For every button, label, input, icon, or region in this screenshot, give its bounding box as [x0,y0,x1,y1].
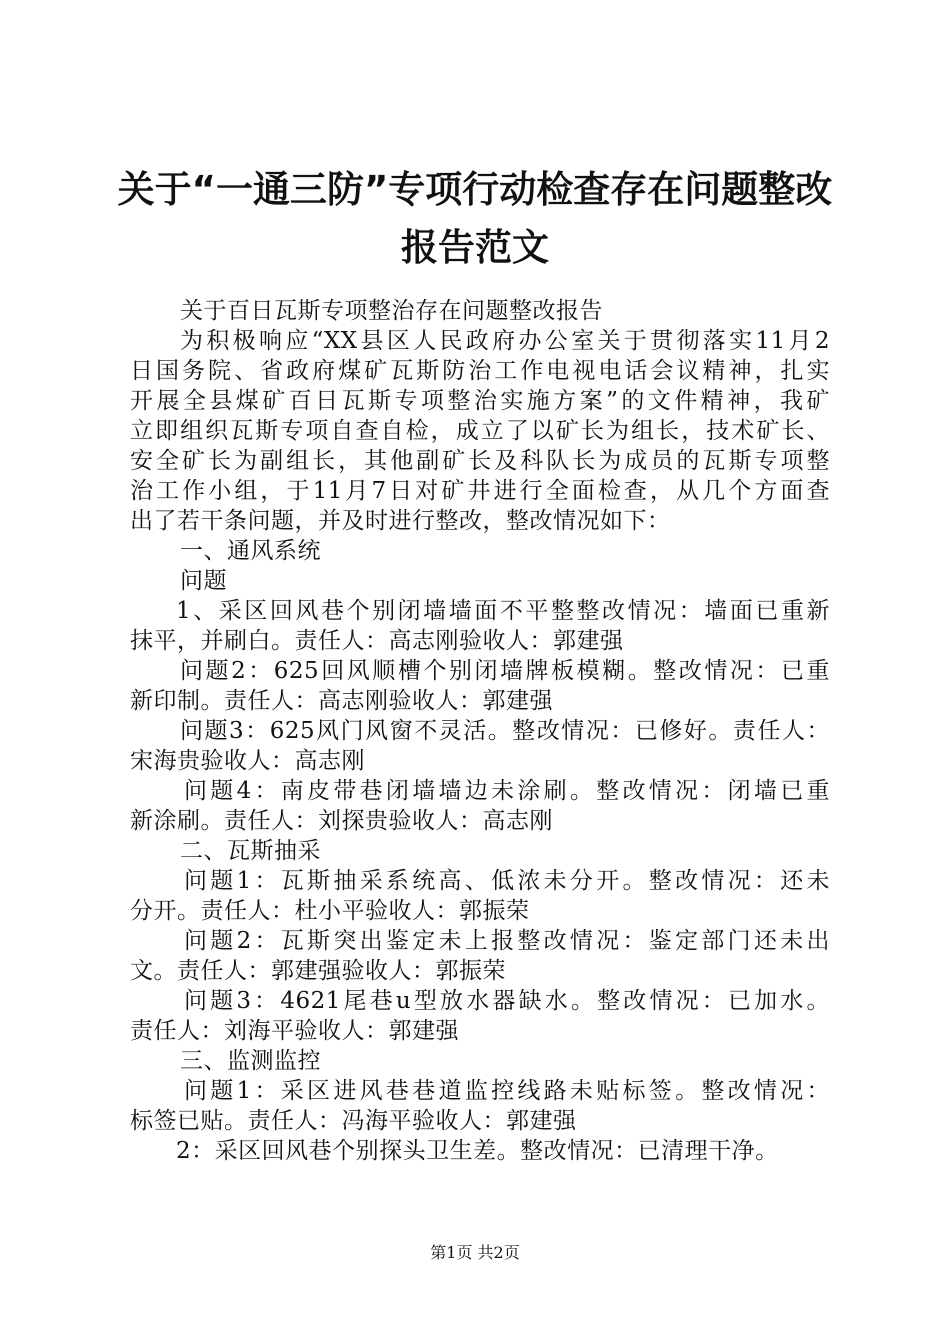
body-line: 问题 [180,568,227,594]
body-line: 宋海贵验收人：高志刚 [130,748,365,774]
body-line: 问题4：南皮带巷闭墙墙边未涂刷。整改情况：闭墙已重 [184,778,830,804]
body-line: 责任人：刘海平验收人：郭建强 [130,1018,459,1044]
body-line: 新涂刷。责任人：刘探贵验收人：高志刚 [130,808,553,834]
body-line: 问题1：采区进风巷巷道监控线路未贴标签。整改情况： [184,1078,830,1104]
body-line: 新印制。责任人：高志刚验收人：郭建强 [130,688,553,714]
body-line: 2：采区回风巷个别探头卫生差。整改情况：已清理干净。 [176,1138,779,1164]
body-line: 日国务院、省政府煤矿瓦斯防治工作电视电话会议精神，扎实 [130,358,830,384]
body-line: 文。责任人：郭建强验收人：郭振荣 [130,958,506,984]
page-footer: 第1页 共2页 [430,1243,520,1262]
body-line: 治工作小组，于11月7日对矿井进行全面检查，从几个方面查 [130,478,830,504]
body-line: 安全矿长为副组长，其他副矿长及科队长为成员的瓦斯专项整 [130,448,830,474]
body-line: 开展全县煤矿百日瓦斯专项整治实施方案”的文件精神，我矿 [130,388,830,414]
body-line: 问题3：4621尾巷u型放水器缺水。整改情况：已加水。 [184,988,830,1014]
body-line: 为积极响应“XX县区人民政府办公室关于贯彻落实11月2 [180,328,830,354]
body-line: 问题2：瓦斯突出鉴定未上报整改情况：鉴定部门还未出 [184,928,830,954]
body-line: 二、瓦斯抽采 [180,838,321,864]
document-body [130,296,830,1166]
body-line: 关于百日瓦斯专项整治存在问题整改报告 [180,298,603,324]
body-line: 抹平，并刷白。责任人：高志刚验收人：郭建强 [130,628,624,654]
body-line: 三、监测监控 [180,1048,321,1074]
body-line: 分开。责任人：杜小平验收人：郭振荣 [130,898,530,924]
body-line: 标签已贴。责任人：冯海平验收人：郭建强 [130,1108,577,1134]
body-line: 1、采区回风巷个别闭墙墙面不平整整改情况：墙面已重新 [176,598,830,624]
body-line: 问题1：瓦斯抽采系统高、低浓未分开。整改情况：还未 [184,868,830,894]
body-line: 一、通风系统 [180,538,321,564]
body-line: 问题2：625回风顺槽个别闭墙牌板模糊。整改情况：已重 [180,658,830,684]
body-line: 立即组织瓦斯专项自查自检，成立了以矿长为组长，技术矿长、 [130,418,830,444]
document-title-line-1: 关于“一通三防”专项行动检查存在问题整改 [117,168,833,211]
body-line: 问题3：625风门风窗不灵活。整改情况：已修好。责任人： [180,718,830,744]
body-line: 出了若干条问题，并及时进行整改，整改情况如下： [130,508,671,534]
document-title-line-2: 报告范文 [401,226,549,269]
